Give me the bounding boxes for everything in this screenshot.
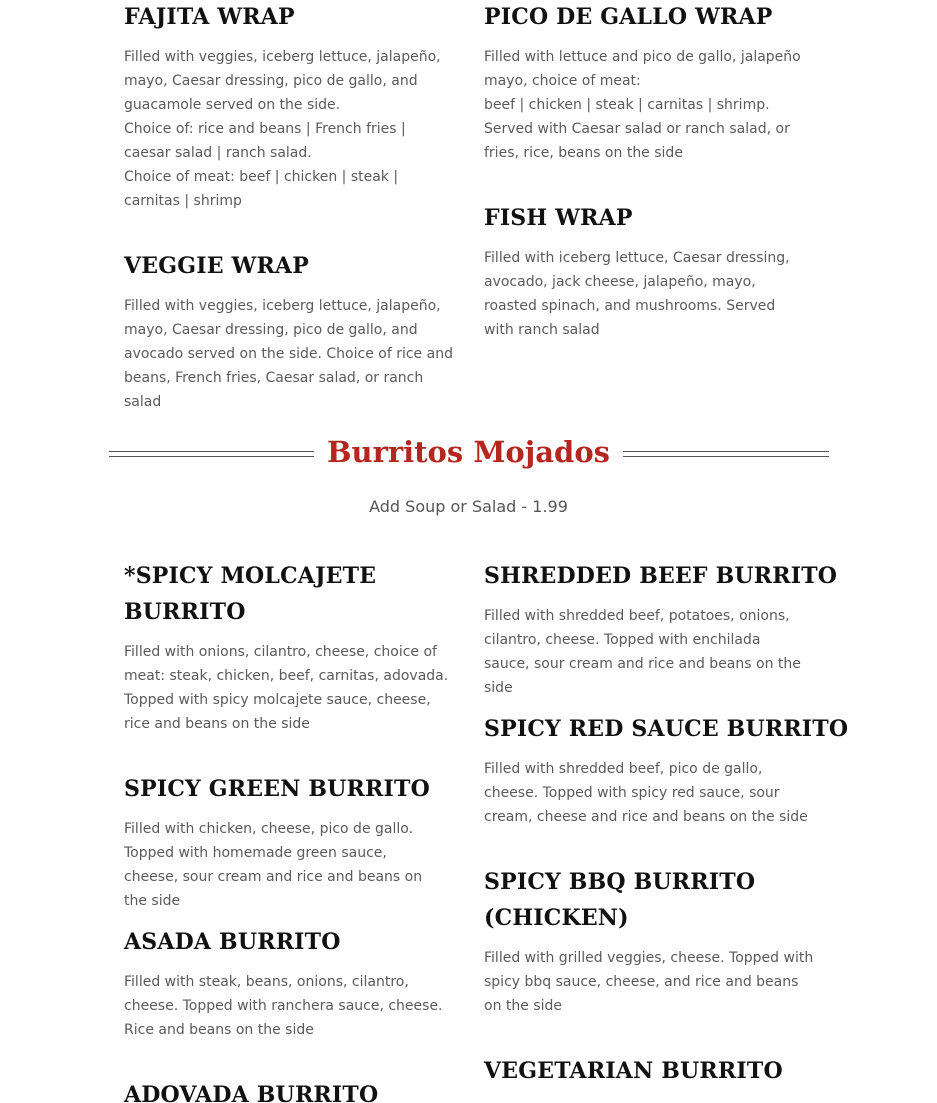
menu-item-description: Filled with steak, beans, onions, cilantro, cheese. Topped with ranchera sauce, cheese. Rice and beans on the side: [124, 974, 443, 1038]
menu-item-description: [124, 45, 456, 213]
menu-item-title: FAJITA WRAP: [124, 4, 295, 30]
menu-item-title: SPICY RED SAUCE BURRITO: [484, 716, 849, 742]
menu-item-title: PICO DE GALLO WRAP: [484, 4, 773, 30]
menu-item-title: ASADA BURRITO: [124, 929, 341, 955]
menu-item-title: VEGETARIAN BURRITO: [484, 1058, 783, 1084]
menu-item-title: FISH WRAP: [484, 205, 633, 231]
menu-item-description: Filled with shredded beef, pico de gallo, cheese. Topped with spicy red sauce, sour cream, cheese and rice and beans on the side: [484, 761, 808, 825]
menu-item-title: SPICY GREEN BURRITO: [124, 776, 430, 802]
description-line: beef | chicken | steak | carnitas | shrimp.: [484, 97, 770, 113]
menu-item-description: Filled with veggies, iceberg lettuce, jalapeño, mayo, Caesar dressing, pico de gallo, and avocado served on the side. Choice of rice and beans, French fries, Caesar salad, or ranch salad: [124, 298, 453, 410]
description-line: Choice of meat: beef | chicken | steak | carnitas | shrimp: [124, 169, 399, 209]
menu-item-title: SHREDDED BEEF BURRITO: [484, 563, 838, 589]
menu-item-title: ADOVADA BURRITO: [124, 1082, 379, 1103]
menu-item-title: VEGGIE WRAP: [124, 253, 309, 279]
menu-item-description: Filled with iceberg lettuce, Caesar dressing, avocado, jack cheese, jalapeño, mayo, roasted spinach, and mushrooms. Served with ranch salad: [484, 250, 790, 338]
description-line: Served with Caesar salad or ranch salad, or fries, rice, beans on the side: [484, 121, 790, 161]
menu-item-description: [484, 45, 820, 165]
menu-item-title: SPICY BBQ BURRITO (CHICKEN): [484, 869, 756, 931]
section-title: Burritos Mojados: [326, 435, 610, 469]
description-line: Filled with lettuce and pico de gallo, jalapeño mayo, choice of meat:: [484, 49, 801, 89]
menu-item-title: *SPICY MOLCAJETE BURRITO: [124, 563, 377, 625]
menu-item-description: Filled with shredded beef, potatoes, onions, cilantro, cheese. Topped with enchilada sauce, sour cream and rice and beans on the side: [484, 608, 801, 696]
menu-item-description: Filled with onions, cilantro, cheese, choice of meat: steak, chicken, beef, carnitas, adovada. Topped with spicy molcajete sauce, cheese, rice and beans on the side: [124, 644, 449, 732]
menu-item-description: Filled with chicken, cheese, pico de gallo. Topped with homemade green sauce, cheese, sour cream and rice and beans on the side: [124, 821, 423, 909]
description-line: Choice of: rice and beans | French fries | caesar salad | ranch salad.: [124, 121, 406, 161]
section-note: Add Soup or Salad - 1.99: [369, 497, 568, 516]
section-divider-right: [623, 451, 829, 457]
menu-item-description: Filled with grilled veggies, cheese. Topped with spicy bbq sauce, cheese, and rice and beans on the side: [484, 950, 814, 1014]
description-line: Filled with veggies, iceberg lettuce, jalapeño, mayo, Caesar dressing, pico de gallo, and guacamole served on the side.: [124, 49, 441, 113]
